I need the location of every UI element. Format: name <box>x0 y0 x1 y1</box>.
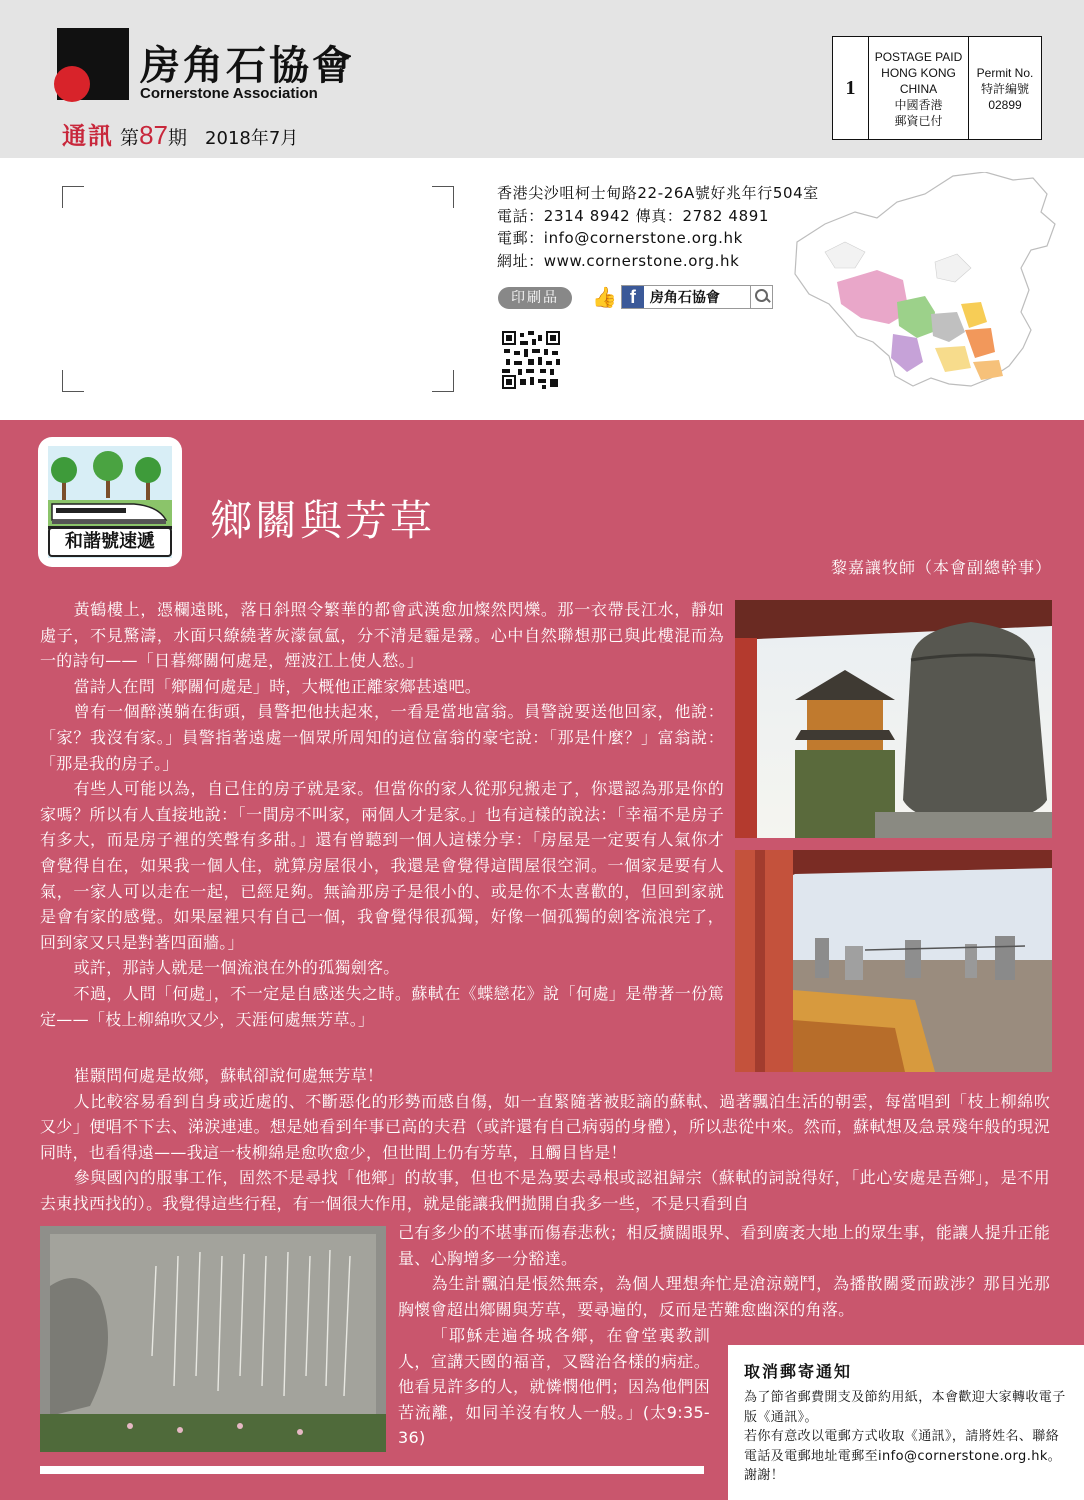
issue-number: 87 <box>139 120 168 150</box>
article-body-lower <box>398 1220 1050 1322</box>
article-author: 黎嘉讓牧師（本會副總幹事） <box>830 558 1052 577</box>
issue-prefix: 第 <box>120 127 140 149</box>
article-body-upper <box>40 597 724 1032</box>
thumbs-up-icon: 👍 <box>592 285 617 309</box>
paragraph: 為生計飄泊是悵然無奈，為個人理想奔忙是滄涼競鬥，為播散關愛而跋涉？那目光那胸懷會超出鄉關與芳草，要尋遍的，反而是苦難愈幽深的角落。 <box>398 1274 1050 1319</box>
cancel-mailing-notice <box>728 1345 1084 1500</box>
publication-name: 通訊 <box>62 122 114 150</box>
facebook-search[interactable] <box>592 285 773 309</box>
notice-title: 取消郵寄通知 <box>744 1362 853 1381</box>
crop-mark <box>62 370 84 392</box>
issue-date: 2018年7月 <box>205 128 299 149</box>
paragraph: 曾有一個醉漢躺在街頭，員警把他扶起來，一看是當地富翁。員警說要送他回家，他說：「家？我沒有家。」員警指著遠處一個眾所周知的這位富翁的豪宅說：「那是什麼？」富翁說：「那是我的房子。」 <box>40 702 724 773</box>
china-map <box>785 172 1065 402</box>
article-title: 鄉關與芳草 <box>210 496 436 545</box>
org-name-chinese: 房角石協會 <box>140 42 355 89</box>
paragraph: 當詩人在問「鄉關何處是」時，大概他正離家鄉甚遠吧。 <box>73 676 482 696</box>
org-name-english: Cornerstone Association <box>140 85 318 102</box>
paragraph: 參與國內的服事工作，固然不是尋找「他鄉」的故事，但也不是為要去尋根或認祖歸宗（蘇軾的詞說得好，「此心安處是吾鄉」，是不用去東找西找的）。我覺得這些行程，有一個很大作用，就是能讓我們拋開自我多一些，不是只看到自 <box>40 1168 1050 1213</box>
search-icon[interactable] <box>750 286 772 308</box>
website[interactable]: 網址：www.cornerstone.org.hk <box>497 251 740 270</box>
bottom-rule <box>40 1466 704 1474</box>
postage-line: 中國香港 <box>894 98 943 112</box>
crop-mark <box>62 186 84 208</box>
permit-line: 02899 <box>988 98 1022 112</box>
column-badge-label: 和諧號速遞 <box>48 527 172 557</box>
logo-dot <box>54 66 90 102</box>
issue-line <box>62 116 298 151</box>
photo-yellow-crane-tower-bell <box>735 600 1052 838</box>
paragraph: 黃鶴樓上，憑欄遠眺，落日斜照令繁華的都會武漢愈加燦然閃爍。那一衣帶長江水，靜如處子，不見驚濤，水面只繚繞著灰濛氤氳，分不清是霾是霧。心中自然聯想那已與此樓混而為一的詩句——「日暮鄉關何處是，煙波江上使人愁。」 <box>40 600 724 671</box>
notice-line: 若你有意改以電郵方式收取《通訊》，請將姓名、聯絡電話及電郵地址電郵至info@cornerstone.org.hk。謝謝！ <box>744 1429 1062 1483</box>
photo-calligraphy-stone <box>40 1226 386 1452</box>
article-body-middle <box>40 1063 1050 1217</box>
facebook-page-name: 房角石協會 <box>649 290 720 306</box>
phone-fax: 電話：2314 8942 傳真：2782 4891 <box>497 206 769 225</box>
email[interactable]: 電郵：info@cornerstone.org.hk <box>497 229 743 247</box>
paragraph: 「耶穌走遍各城各鄉，在會堂裏教訓人，宣講天國的福音，又醫治各樣的病症。他看見許多的人，就憐憫他們；因為他們困苦流離，如同羊沒有牧人一般。」(太9:35-36) <box>398 1326 710 1448</box>
crop-mark <box>432 370 454 392</box>
postage-line: 郵資已付 <box>894 114 943 128</box>
postage-number: 1 <box>833 37 869 139</box>
permit-number <box>969 37 1041 139</box>
paragraph: 不過，人問「何處」，不一定是自感迷失之時。蘇軾在《蝶戀花》說「何處」是帶著一份篤定——「枝上柳綿吹又少，天涯何處無芳草。」 <box>40 983 724 1029</box>
paragraph: 或許，那詩人就是一個流浪在外的孤獨劍客。 <box>73 958 400 978</box>
crop-mark <box>432 186 454 208</box>
notice-body <box>744 1388 1068 1486</box>
postage-line: POSTAGE PAID <box>874 50 963 64</box>
address: 香港尖沙咀柯士甸路22-26A號好兆年行504室 <box>497 184 819 202</box>
qr-code[interactable] <box>502 331 560 389</box>
permit-line: 特許編號 <box>980 82 1029 96</box>
facebook-search-box[interactable] <box>621 285 773 309</box>
paragraph: 人比較容易看到自身或近處的、不斷惡化的形勢而感自傷，如一直緊隨著被貶謫的蘇軾、過著飄泊生活的朝雲，每當唱到「枝上柳綿吹又少」便唱不下去、涕淚連連。想是她看到年事已高的夫君（或許還有自己病弱的身體），所以悲從中來。然而，蘇軾想及急景殘年般的現況同時，也看得遠——我這一枝柳綿是愈吹愈少，但世間上仍有芳草，且觸目皆是！ <box>40 1091 1050 1162</box>
permit-line: Permit No. <box>976 66 1034 80</box>
paragraph: 崔顥問何處是故鄉，蘇軾卻說何處無芳草！ <box>73 1066 384 1085</box>
paragraph: 己有多少的不堪事而傷春悲秋；相反擴闊眼界、看到廣袤大地上的眾生事，能讓人提升正能量、心胸增多一分豁達。 <box>398 1223 1051 1268</box>
paragraph: 有些人可能以為，自己住的房子就是家。但當你的家人從那兒搬走了，你還認為那是你的家嗎？所以有人直接地說：「一間房不叫家，兩個人才是家。」也有這樣的說法：「幸福不是房子有多大，而是房子裡的笑聲有多甜。」還有曾聽到一個人這樣分享：「房屋是一定要有人氣你才會覺得自在，如果我一個人住，就算房屋很小，我還是會覺得這間屋很空洞。一個家是要有人氣，一家人可以走在一起，已經足夠。無論那房子是很小的、或是你不太喜歡的，但回到家就是會有家的感覺。如果屋裡只有自己一個，我會覺得很孤獨，好像一個孤獨的劍客流浪完了，回到家又只是對著四面牆。」 <box>40 779 724 952</box>
contact-block <box>497 182 819 272</box>
scripture-quote <box>398 1323 710 1451</box>
printed-matter-badge: 印刷品 <box>498 287 572 309</box>
postage-line: CHINA <box>899 82 938 96</box>
photo-wuhan-city-view <box>735 850 1052 1072</box>
notice-line: 為了節省郵費開支及節約用紙，本會歡迎大家轉收電子版《通訊》。 <box>744 1390 1066 1425</box>
postage-paid-text <box>869 37 969 139</box>
issue-suffix: 期 <box>167 127 187 149</box>
postage-line: HONG KONG <box>881 66 956 80</box>
postage-paid-box <box>832 36 1042 140</box>
facebook-icon: f <box>622 286 644 308</box>
